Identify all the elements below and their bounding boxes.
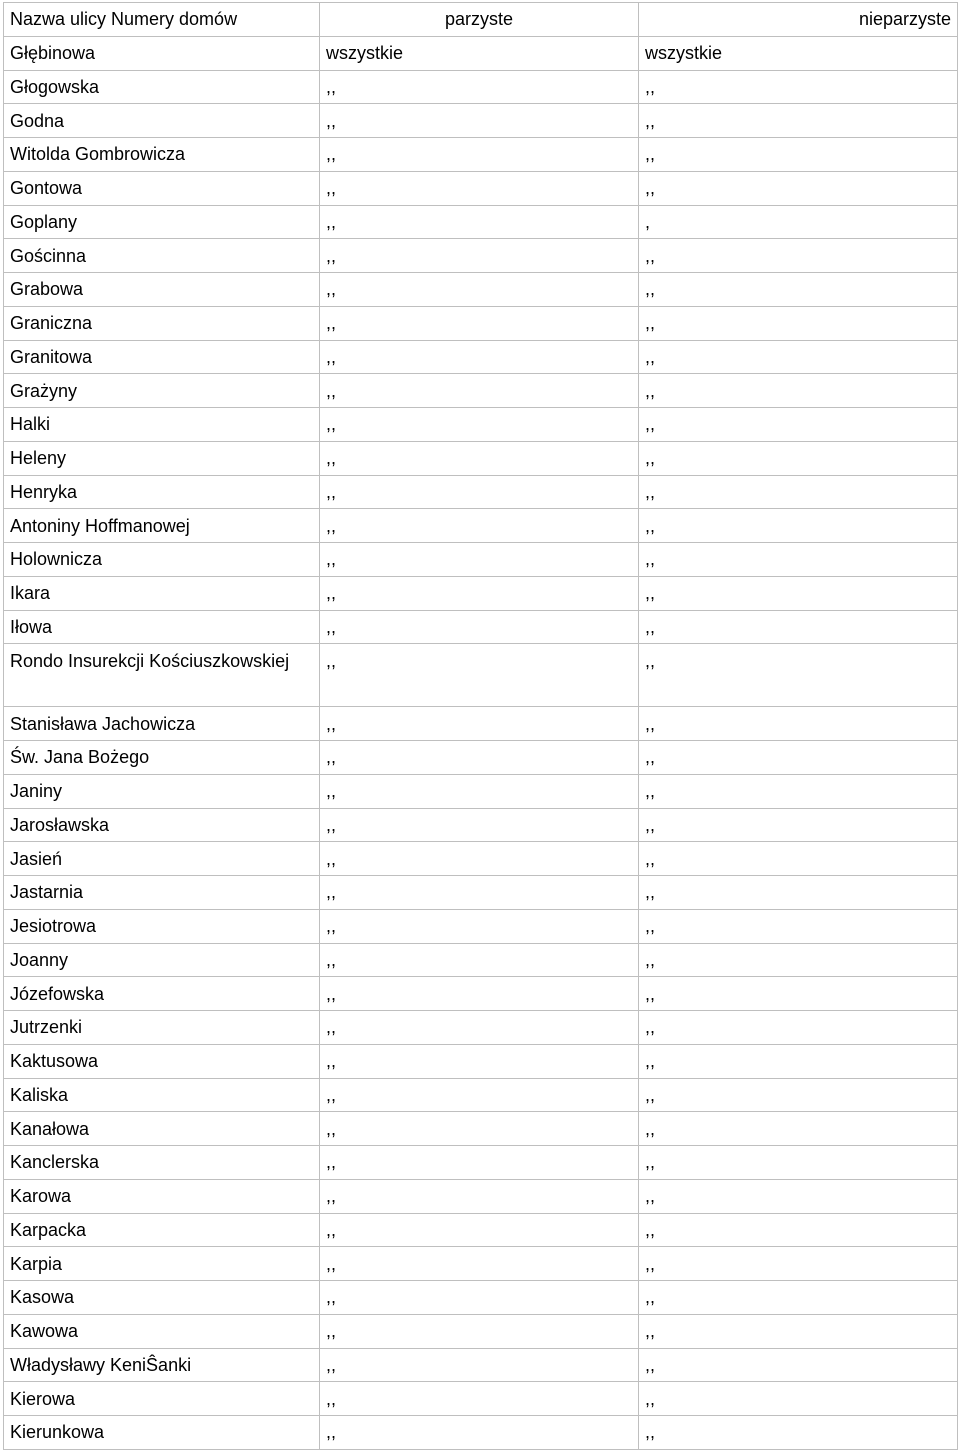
table-row — [4, 273, 958, 307]
table-row — [4, 239, 958, 273]
street-name-cell: Kasowa — [4, 1281, 320, 1315]
odd-numbers-cell: ,, — [639, 943, 958, 977]
even-numbers-cell: ,, — [320, 475, 639, 509]
even-numbers-cell: ,, — [320, 70, 639, 104]
street-name-cell: Gontowa — [4, 171, 320, 205]
street-name-cell: Jasień — [4, 842, 320, 876]
street-name-cell: Janiny — [4, 774, 320, 808]
even-numbers-cell: ,, — [320, 104, 639, 138]
street-name-cell: Jastarnia — [4, 876, 320, 910]
table-row — [4, 509, 958, 543]
even-numbers-cell: ,, — [320, 340, 639, 374]
table-body — [4, 36, 958, 1449]
even-numbers-cell: ,, — [320, 1247, 639, 1281]
table-row — [4, 1044, 958, 1078]
even-numbers-cell: ,, — [320, 273, 639, 307]
table-row — [4, 1078, 958, 1112]
street-name-cell: Kawowa — [4, 1314, 320, 1348]
odd-numbers-cell: ,, — [639, 808, 958, 842]
street-name-cell: Kanclerska — [4, 1146, 320, 1180]
odd-numbers-cell: ,, — [639, 374, 958, 408]
odd-numbers-cell: ,, — [639, 741, 958, 775]
odd-numbers-cell: ,, — [639, 138, 958, 172]
even-numbers-cell: ,, — [320, 1011, 639, 1045]
odd-numbers-cell: ,, — [639, 273, 958, 307]
even-numbers-cell: ,, — [320, 205, 639, 239]
odd-numbers-cell: ,, — [639, 1112, 958, 1146]
street-name-cell: Jesiotrowa — [4, 909, 320, 943]
even-numbers-cell: ,, — [320, 239, 639, 273]
table-row — [4, 943, 958, 977]
street-name-cell: Kierowa — [4, 1382, 320, 1416]
header-row — [4, 3, 958, 37]
table-row — [4, 441, 958, 475]
even-numbers-cell: ,, — [320, 1146, 639, 1180]
table-row — [4, 475, 958, 509]
street-name-cell: Granitowa — [4, 340, 320, 374]
odd-numbers-cell: ,, — [639, 475, 958, 509]
odd-numbers-cell: ,, — [639, 1044, 958, 1078]
table-row — [4, 909, 958, 943]
street-name-cell: Goplany — [4, 205, 320, 239]
even-numbers-cell: ,, — [320, 876, 639, 910]
even-numbers-cell: ,, — [320, 1078, 639, 1112]
header-odd-numbers: nieparzyste — [639, 3, 958, 37]
table-row — [4, 1382, 958, 1416]
even-numbers-cell: ,, — [320, 808, 639, 842]
table-row — [4, 70, 958, 104]
even-numbers-cell: ,, — [320, 171, 639, 205]
table-row — [4, 1146, 958, 1180]
table-row — [4, 876, 958, 910]
even-numbers-cell: ,, — [320, 441, 639, 475]
table-row — [4, 808, 958, 842]
odd-numbers-cell: ,, — [639, 1247, 958, 1281]
street-name-cell: Graniczna — [4, 306, 320, 340]
table-row — [4, 1179, 958, 1213]
table-row — [4, 610, 958, 644]
street-name-cell: Św. Jana Bożego — [4, 741, 320, 775]
even-numbers-cell: ,, — [320, 644, 639, 707]
street-name-cell: Joanny — [4, 943, 320, 977]
odd-numbers-cell: ,, — [639, 441, 958, 475]
header-street-name: Nazwa ulicy Numery domów — [4, 3, 320, 37]
odd-numbers-cell: ,, — [639, 1281, 958, 1315]
table-row — [4, 1112, 958, 1146]
table-row — [4, 1247, 958, 1281]
table-row — [4, 1416, 958, 1450]
street-name-cell: Gościnna — [4, 239, 320, 273]
street-name-cell: Witolda Gombrowicza — [4, 138, 320, 172]
odd-numbers-cell: wszystkie — [639, 36, 958, 70]
street-name-cell: Grabowa — [4, 273, 320, 307]
odd-numbers-cell: ,, — [639, 340, 958, 374]
odd-numbers-cell: ,, — [639, 707, 958, 741]
table-row — [4, 644, 958, 707]
street-name-cell: Iłowa — [4, 610, 320, 644]
street-name-cell: Kierunkowa — [4, 1416, 320, 1450]
street-name-cell: Rondo Insurekcji Kościuszkowskiej — [4, 644, 320, 707]
odd-numbers-cell: ,, — [639, 1348, 958, 1382]
odd-numbers-cell: ,, — [639, 70, 958, 104]
even-numbers-cell: ,, — [320, 306, 639, 340]
table-row — [4, 36, 958, 70]
even-numbers-cell: ,, — [320, 1382, 639, 1416]
table-row — [4, 408, 958, 442]
odd-numbers-cell: ,, — [639, 1146, 958, 1180]
table-row — [4, 576, 958, 610]
table-row — [4, 1281, 958, 1315]
even-numbers-cell: ,, — [320, 576, 639, 610]
odd-numbers-cell: ,, — [639, 774, 958, 808]
street-name-cell: Józefowska — [4, 977, 320, 1011]
odd-numbers-cell: ,, — [639, 977, 958, 1011]
table-row — [4, 374, 958, 408]
even-numbers-cell: ,, — [320, 1416, 639, 1450]
even-numbers-cell: ,, — [320, 408, 639, 442]
odd-numbers-cell: ,, — [639, 543, 958, 577]
street-name-cell: Holownicza — [4, 543, 320, 577]
odd-numbers-cell: ,, — [639, 1314, 958, 1348]
table-row — [4, 104, 958, 138]
street-name-cell: Głębinowa — [4, 36, 320, 70]
street-name-cell: Karpia — [4, 1247, 320, 1281]
odd-numbers-cell: ,, — [639, 1179, 958, 1213]
even-numbers-cell: ,, — [320, 1281, 639, 1315]
even-numbers-cell: ,, — [320, 1314, 639, 1348]
table-row — [4, 306, 958, 340]
odd-numbers-cell: ,, — [639, 509, 958, 543]
table-row — [4, 340, 958, 374]
even-numbers-cell: ,, — [320, 543, 639, 577]
header-even-numbers: parzyste — [320, 3, 639, 37]
street-name-cell: Karowa — [4, 1179, 320, 1213]
even-numbers-cell: ,, — [320, 1179, 639, 1213]
odd-numbers-cell: ,, — [639, 104, 958, 138]
odd-numbers-cell: ,, — [639, 1416, 958, 1450]
street-name-cell: Henryka — [4, 475, 320, 509]
street-name-cell: Grażyny — [4, 374, 320, 408]
even-numbers-cell: ,, — [320, 909, 639, 943]
table-row — [4, 1348, 958, 1382]
street-name-cell: Kanałowa — [4, 1112, 320, 1146]
streets-table — [3, 2, 958, 1450]
street-name-cell: Karpacka — [4, 1213, 320, 1247]
odd-numbers-cell: ,, — [639, 171, 958, 205]
even-numbers-cell: ,, — [320, 1213, 639, 1247]
odd-numbers-cell: ,, — [639, 1011, 958, 1045]
table-row — [4, 1314, 958, 1348]
street-name-cell: Jarosławska — [4, 808, 320, 842]
odd-numbers-cell: ,, — [639, 239, 958, 273]
odd-numbers-cell: ,, — [639, 1078, 958, 1112]
even-numbers-cell: ,, — [320, 977, 639, 1011]
street-name-cell: Władysławy KeniŜanki — [4, 1348, 320, 1382]
street-name-cell: Halki — [4, 408, 320, 442]
table-row — [4, 774, 958, 808]
table-row — [4, 1213, 958, 1247]
even-numbers-cell: ,, — [320, 842, 639, 876]
odd-numbers-cell: , — [639, 205, 958, 239]
odd-numbers-cell: ,, — [639, 408, 958, 442]
table-row — [4, 138, 958, 172]
odd-numbers-cell: ,, — [639, 842, 958, 876]
odd-numbers-cell: ,, — [639, 876, 958, 910]
odd-numbers-cell: ,, — [639, 909, 958, 943]
table-row — [4, 171, 958, 205]
even-numbers-cell: ,, — [320, 1044, 639, 1078]
odd-numbers-cell: ,, — [639, 610, 958, 644]
odd-numbers-cell: ,, — [639, 644, 958, 707]
table-row — [4, 977, 958, 1011]
even-numbers-cell: wszystkie — [320, 36, 639, 70]
street-name-cell: Kaliska — [4, 1078, 320, 1112]
even-numbers-cell: ,, — [320, 374, 639, 408]
table-row — [4, 842, 958, 876]
even-numbers-cell: ,, — [320, 1348, 639, 1382]
even-numbers-cell: ,, — [320, 138, 639, 172]
even-numbers-cell: ,, — [320, 509, 639, 543]
street-name-cell: Godna — [4, 104, 320, 138]
odd-numbers-cell: ,, — [639, 576, 958, 610]
odd-numbers-cell: ,, — [639, 306, 958, 340]
street-name-cell: Ikara — [4, 576, 320, 610]
even-numbers-cell: ,, — [320, 943, 639, 977]
table-row — [4, 543, 958, 577]
street-name-cell: Heleny — [4, 441, 320, 475]
table-row — [4, 205, 958, 239]
even-numbers-cell: ,, — [320, 741, 639, 775]
table-row — [4, 741, 958, 775]
street-name-cell: Jutrzenki — [4, 1011, 320, 1045]
table-row — [4, 707, 958, 741]
street-name-cell: Stanisława Jachowicza — [4, 707, 320, 741]
street-name-cell: Kaktusowa — [4, 1044, 320, 1078]
even-numbers-cell: ,, — [320, 707, 639, 741]
odd-numbers-cell: ,, — [639, 1213, 958, 1247]
table-row — [4, 1011, 958, 1045]
odd-numbers-cell: ,, — [639, 1382, 958, 1416]
street-name-cell: Antoniny Hoffmanowej — [4, 509, 320, 543]
street-name-cell: Głogowska — [4, 70, 320, 104]
even-numbers-cell: ,, — [320, 1112, 639, 1146]
even-numbers-cell: ,, — [320, 774, 639, 808]
even-numbers-cell: ,, — [320, 610, 639, 644]
